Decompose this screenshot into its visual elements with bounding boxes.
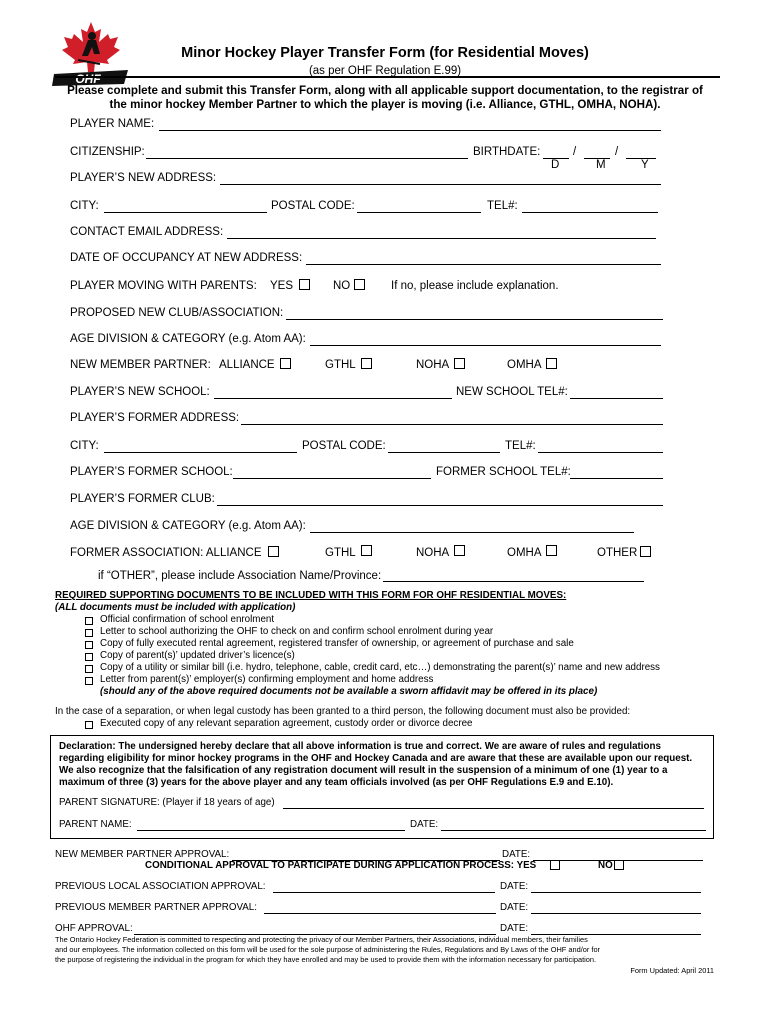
no-label: NO	[333, 280, 351, 292]
birthdate-label: BIRTHDATE:	[473, 146, 541, 158]
alliance-label: ALLIANCE	[219, 359, 275, 371]
form-title: Minor Hockey Player Transfer Form (for Residential Moves)	[181, 45, 589, 61]
doc-checkbox-1[interactable]	[85, 617, 93, 625]
if-other-field[interactable]	[383, 581, 644, 582]
new-gthl-checkbox[interactable]	[361, 358, 372, 369]
former-tel-field[interactable]	[538, 452, 663, 453]
if-no-note: If no, please include explanation.	[391, 280, 559, 292]
player-name-field[interactable]	[159, 130, 661, 131]
conditional-no-checkbox[interactable]	[614, 860, 624, 870]
required-docs-subheading: (ALL documents must be included with application)	[55, 602, 296, 613]
city-label: CITY:	[70, 200, 99, 212]
doc-checkbox-3[interactable]	[85, 641, 93, 649]
moving-no-checkbox[interactable]	[354, 279, 365, 290]
new-address-label: PLAYER’S NEW ADDRESS:	[70, 172, 217, 184]
doc-checkbox-5[interactable]	[85, 665, 93, 673]
parent-signature-label: PARENT SIGNATURE: (Player if 18 years of age)	[59, 797, 275, 808]
former-club-label: PLAYER’S FORMER CLUB:	[70, 493, 215, 505]
new-member-partner-label: NEW MEMBER PARTNER:	[70, 359, 211, 371]
previous-member-date-field[interactable]	[531, 913, 701, 914]
previous-local-approval-label: PREVIOUS LOCAL ASSOCIATION APPROVAL:	[55, 881, 266, 892]
new-member-date-label: DATE:	[502, 849, 531, 860]
required-docs-heading: REQUIRED SUPPORTING DOCUMENTS TO BE INCLUDED WITH THIS FORM FOR OHF RESIDENTIAL MOVES:	[55, 590, 567, 601]
parent-name-field[interactable]	[137, 830, 405, 831]
occupancy-field[interactable]	[306, 264, 661, 265]
privacy-line2: and our employees. The information collected on this form will be used for the sole purpose of administering the Rules, Regulations and By Laws of the OHF and/or for	[55, 945, 601, 954]
former-gthl-label: GTHL	[325, 547, 356, 559]
doc-checkbox-2[interactable]	[85, 629, 93, 637]
citizenship-label: CITIZENSHIP:	[70, 146, 145, 158]
age-division-field[interactable]	[310, 345, 661, 346]
doc-item-4: Copy of parent(s)’ updated driver’s licence(s)	[100, 650, 295, 661]
new-school-label: PLAYER’S NEW SCHOOL:	[70, 386, 210, 398]
former-postal-label: POSTAL CODE:	[302, 440, 386, 452]
month-caption: M	[596, 159, 606, 171]
year-caption: Y	[641, 159, 649, 171]
new-member-approval-label: NEW MEMBER PARTNER APPROVAL:	[55, 849, 230, 860]
postal-code-label: POSTAL CODE:	[271, 200, 355, 212]
separation-checkbox[interactable]	[85, 721, 93, 729]
omha-label: OMHA	[507, 359, 542, 371]
former-postal-field[interactable]	[388, 452, 500, 453]
former-school-tel-label: FORMER SCHOOL TEL#:	[436, 466, 571, 478]
other-label: OTHER	[597, 547, 638, 559]
previous-member-approval-label: PREVIOUS MEMBER PARTNER APPROVAL:	[55, 902, 257, 913]
parent-signature-field[interactable]	[283, 808, 704, 809]
declaration-line4: maximum of three (3) years for the above player and any team officials involved (as per OHF Regulations E.9 and E.10).	[59, 777, 614, 788]
conditional-no-label: NO	[598, 860, 613, 871]
previous-member-date-label: DATE:	[500, 902, 529, 913]
occupancy-label: DATE OF OCCUPANCY AT NEW ADDRESS:	[70, 252, 303, 264]
doc-item-2: Letter to school authorizing the OHF to check on and confirm school enrolment during year	[100, 626, 494, 637]
former-city-field[interactable]	[104, 452, 297, 453]
doc-checkbox-4[interactable]	[85, 653, 93, 661]
instructions-line2: the minor hockey Member Partner to which the player is moving (i.e. Alliance, GTHL, OMHA, NOHA).	[109, 98, 661, 111]
former-noha-checkbox[interactable]	[454, 545, 465, 556]
previous-local-date-label: DATE:	[500, 881, 529, 892]
conditional-yes-checkbox[interactable]	[550, 860, 560, 870]
former-omha-label: OMHA	[507, 547, 542, 559]
moving-with-parents-label: PLAYER MOVING WITH PARENTS:	[70, 280, 257, 292]
parent-date-field[interactable]	[441, 830, 706, 831]
former-other-checkbox[interactable]	[640, 546, 651, 557]
tel-label: TEL#:	[487, 200, 518, 212]
former-school-field[interactable]	[233, 478, 431, 479]
former-tel-label: TEL#:	[505, 440, 536, 452]
moving-yes-checkbox[interactable]	[299, 279, 310, 290]
former-school-label: PLAYER’S FORMER SCHOOL:	[70, 466, 233, 478]
form-subtitle: (as per OHF Regulation E.99)	[308, 65, 462, 77]
new-omha-checkbox[interactable]	[546, 358, 557, 369]
instructions-line1: Please complete and submit this Transfer Form, along with all applicable support documentation, to the registrar of	[67, 84, 703, 97]
former-alliance-checkbox[interactable]	[268, 546, 279, 557]
former-club-field[interactable]	[217, 505, 663, 506]
postal-code-field[interactable]	[357, 212, 481, 213]
new-school-field[interactable]	[214, 398, 452, 399]
doc-item-3: Copy of fully executed rental agreement, registered transfer of ownership, or agreement of purchase and sale	[100, 638, 574, 649]
doc-checkbox-6[interactable]	[85, 677, 93, 685]
new-school-tel-label: NEW SCHOOL TEL#:	[456, 386, 568, 398]
if-other-label: if “OTHER”, please include Association Name/Province:	[98, 570, 382, 582]
form-updated: Form Updated: April 2011	[630, 966, 714, 975]
doc-item-6: Letter from parent(s)’ employer(s) confirming employment and home address	[100, 674, 434, 685]
ohf-approval-label: OHF APPROVAL:	[55, 923, 133, 934]
tel-field[interactable]	[522, 212, 658, 213]
citizenship-field[interactable]	[146, 158, 468, 159]
former-address-label: PLAYER’S FORMER ADDRESS:	[70, 412, 240, 424]
former-age-division-field[interactable]	[310, 532, 634, 533]
privacy-line1: The Ontario Hockey Federation is committed to respecting and protecting the privacy of our Member Partners, their Associations, individual members, their families	[55, 935, 588, 944]
email-field[interactable]	[227, 238, 656, 239]
noha-label: NOHA	[416, 359, 450, 371]
doc-item-1: Official confirmation of school enrolment	[100, 614, 275, 625]
proposed-club-field[interactable]	[286, 319, 663, 320]
declaration-line1: Declaration: The undersigned hereby declare that all above information is true and correct. We are aware of rules and regulations	[59, 741, 661, 752]
city-field[interactable]	[104, 212, 267, 213]
previous-local-approval-field[interactable]	[273, 892, 495, 893]
former-school-tel-field[interactable]	[570, 478, 663, 479]
player-name-label: PLAYER NAME:	[70, 118, 155, 130]
former-omha-checkbox[interactable]	[546, 545, 557, 556]
parent-name-label: PARENT NAME:	[59, 819, 132, 830]
doc-item-5: Copy of a utility or similar bill (i.e. hydro, telephone, cable, credit card, etc…) demonstrating the parent(s)’ name and new address	[100, 662, 660, 673]
former-gthl-checkbox[interactable]	[361, 545, 372, 556]
day-caption: D	[551, 159, 560, 171]
ohf-date-label: DATE:	[500, 923, 529, 934]
new-noha-checkbox[interactable]	[454, 358, 465, 369]
previous-member-approval-field[interactable]	[264, 913, 496, 914]
separation-note: In the case of a separation, or when legal custody has been granted to a third person, the following document must also be provided:	[55, 706, 631, 717]
proposed-club-label: PROPOSED NEW CLUB/ASSOCIATION:	[70, 307, 284, 319]
email-label: CONTACT EMAIL ADDRESS:	[70, 226, 224, 238]
new-school-tel-field[interactable]	[570, 398, 663, 399]
privacy-line3: the purpose of registering the individual in the program for which they have enrolled and may be used to provide them with the information necessary for participation.	[55, 955, 597, 964]
new-address-field[interactable]	[220, 184, 661, 185]
former-age-division-label: AGE DIVISION & CATEGORY (e.g. Atom AA):	[70, 520, 306, 532]
separation-item: Executed copy of any relevant separation agreement, custody order or divorce decree	[100, 718, 473, 729]
age-division-label: AGE DIVISION & CATEGORY (e.g. Atom AA):	[70, 333, 306, 345]
yes-label: YES	[270, 280, 294, 292]
svg-text:OHF: OHF	[75, 72, 101, 86]
former-association-label: FORMER ASSOCIATION: ALLIANCE	[70, 547, 262, 559]
conditional-approval-label: CONDITIONAL APPROVAL TO PARTICIPATE DURING APPLICATION PROCESS: YES	[145, 860, 537, 871]
gthl-label: GTHL	[325, 359, 356, 371]
former-city-label: CITY:	[70, 440, 99, 452]
header-divider	[55, 76, 720, 78]
parent-date-label: DATE:	[410, 819, 439, 830]
former-address-field[interactable]	[241, 424, 663, 425]
declaration-line2: regarding eligibility for minor hockey programs in the OHF and Hockey Canada and are aware that these are available upon our request.	[59, 753, 693, 764]
former-noha-label: NOHA	[416, 547, 450, 559]
previous-local-date-field[interactable]	[531, 892, 701, 893]
affidavit-note: (should any of the above required documents not be available a sworn affidavit may be offered in its place)	[100, 686, 598, 697]
declaration-line3: We also recognize that the falsification of any registration document will result in the suspension of a minimum of one (1) year to a	[59, 765, 668, 776]
new-alliance-checkbox[interactable]	[280, 358, 291, 369]
